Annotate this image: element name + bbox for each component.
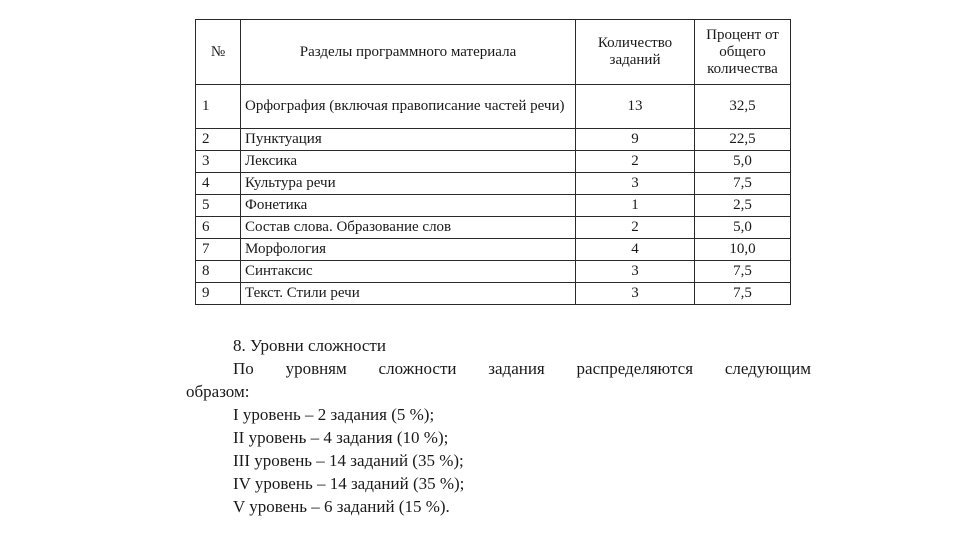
intro-paragraph-end: образом: xyxy=(186,382,250,401)
row-section: Текст. Стили речи xyxy=(241,283,576,305)
row-section: Орфография (включая правописание частей речи) xyxy=(241,85,576,129)
table-row xyxy=(196,195,791,217)
intro-paragraph-line xyxy=(233,357,811,380)
row-section: Культура речи xyxy=(241,173,576,195)
row-count: 3 xyxy=(576,261,695,283)
row-percent: 10,0 xyxy=(695,239,791,261)
row-percent: 22,5 xyxy=(695,129,791,151)
table-row xyxy=(196,151,791,173)
row-section: Пунктуация xyxy=(241,129,576,151)
row-number: 4 xyxy=(196,173,241,195)
level-item: IV уровень – 14 заданий (35 %); xyxy=(233,474,465,493)
table-header-row xyxy=(196,20,791,85)
level-item: II уровень – 4 задания (10 %); xyxy=(233,428,449,447)
row-number: 2 xyxy=(196,129,241,151)
row-count: 9 xyxy=(576,129,695,151)
row-section: Состав слова. Образование слов xyxy=(241,217,576,239)
table-row xyxy=(196,85,791,129)
intro-word: задания xyxy=(488,359,545,378)
row-number: 1 xyxy=(196,85,241,129)
row-percent: 5,0 xyxy=(695,151,791,173)
row-number: 9 xyxy=(196,283,241,305)
program-sections-table xyxy=(195,19,791,305)
complexity-section xyxy=(186,334,813,518)
row-section: Фонетика xyxy=(241,195,576,217)
table-row xyxy=(196,283,791,305)
level-item: III уровень – 14 заданий (35 %); xyxy=(233,451,464,470)
row-percent: 2,5 xyxy=(695,195,791,217)
row-count: 3 xyxy=(576,173,695,195)
header-number: № xyxy=(196,20,241,85)
row-percent: 5,0 xyxy=(695,217,791,239)
row-count: 2 xyxy=(576,217,695,239)
table-row xyxy=(196,173,791,195)
row-count: 1 xyxy=(576,195,695,217)
row-count: 3 xyxy=(576,283,695,305)
table-row xyxy=(196,217,791,239)
row-percent: 7,5 xyxy=(695,283,791,305)
row-number: 8 xyxy=(196,261,241,283)
table-row xyxy=(196,261,791,283)
header-count: Количество заданий xyxy=(576,20,695,85)
row-percent: 7,5 xyxy=(695,173,791,195)
table-row xyxy=(196,239,791,261)
intro-word: распределяются xyxy=(576,359,694,378)
row-number: 6 xyxy=(196,217,241,239)
table-row xyxy=(196,129,791,151)
level-item: V уровень – 6 заданий (15 %). xyxy=(233,497,450,516)
row-count: 4 xyxy=(576,239,695,261)
intro-word: следующим xyxy=(724,359,811,378)
row-section: Лексика xyxy=(241,151,576,173)
header-section: Разделы программного материала xyxy=(241,20,576,85)
row-percent: 7,5 xyxy=(695,261,791,283)
row-section: Синтаксис xyxy=(241,261,576,283)
intro-word: По xyxy=(233,359,254,378)
row-section: Морфология xyxy=(241,239,576,261)
row-count: 2 xyxy=(576,151,695,173)
row-count: 13 xyxy=(576,85,695,129)
row-number: 3 xyxy=(196,151,241,173)
row-percent: 32,5 xyxy=(695,85,791,129)
intro-word: уровням xyxy=(285,359,347,378)
section-heading: 8. Уровни сложности xyxy=(233,336,386,355)
level-item: I уровень – 2 задания (5 %); xyxy=(233,405,435,424)
row-number: 7 xyxy=(196,239,241,261)
intro-word: сложности xyxy=(378,359,457,378)
header-percent: Процент от общего количества xyxy=(695,20,791,85)
row-number: 5 xyxy=(196,195,241,217)
